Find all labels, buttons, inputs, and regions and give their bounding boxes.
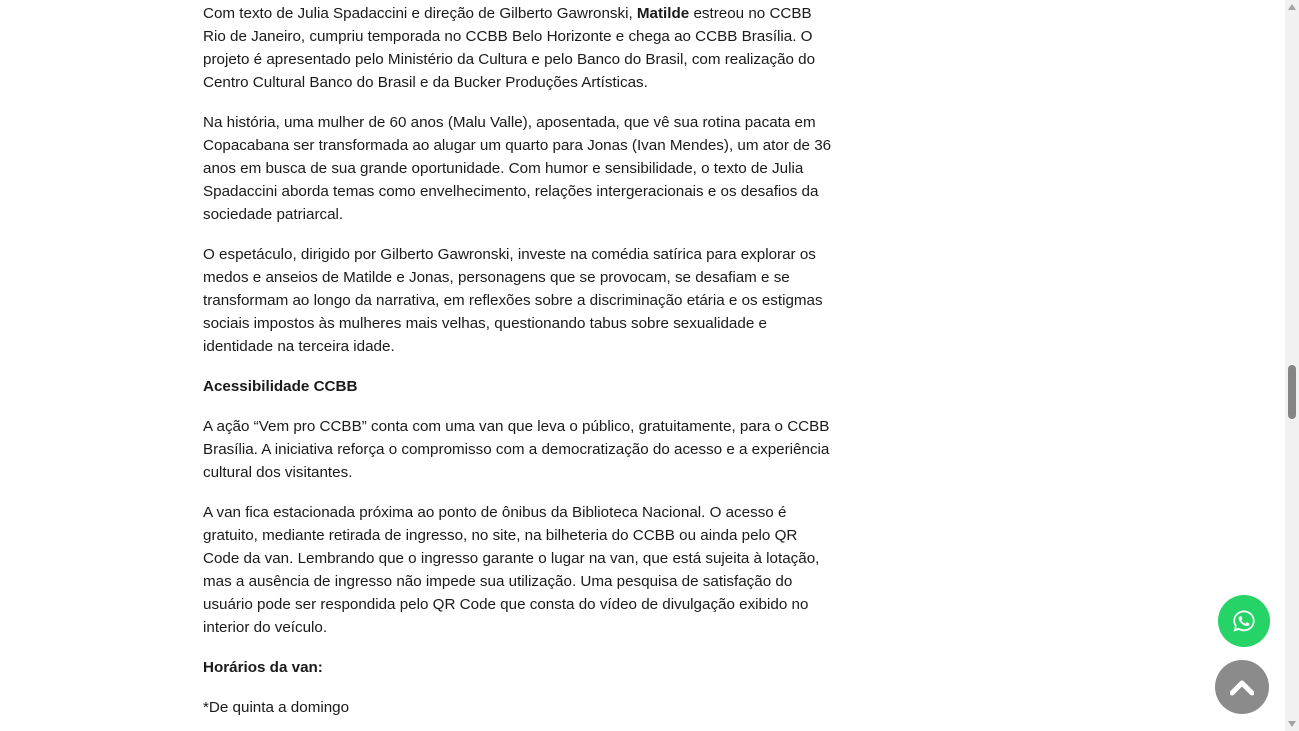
chevron-up-icon xyxy=(1230,678,1254,696)
article-body xyxy=(203,2,835,731)
article-paragraph: A van fica estacionada próxima ao ponto de ônibus da Biblioteca Nacional. O acesso é gratuito, mediante retirada de ingresso, no site, na bilheteria do CCBB ou ainda pelo QR Code da van. Lembrando que o ingresso garante o lugar na van, que está sujeita à lotação, mas a ausência de ingresso não impede sua utilização. Uma pesquisa de satisfação do usuário pode ser respondida pelo QR Code que consta do vídeo de divulgação exibido no interior do veículo. xyxy=(203,504,820,636)
article-paragraph: Na história, uma mulher de 60 anos (Malu Valle), aposentada, que vê sua rotina pacata em Copacabana ser transformada ao alugar um quarto para Jonas (Ivan Mendes), um ator de 36 anos em busca de sua grande oportunidade. Com humor e sensibilidade, o texto de Julia Spadaccini aborda temas como envelhecimento, relações intergeracionais e os desafios da sociedade patriarcal. xyxy=(203,114,832,223)
back-to-top-button[interactable] xyxy=(1215,660,1269,714)
scrollbar-thumb[interactable] xyxy=(1288,365,1296,419)
section-heading-accessibility: Acessibilidade CCBB xyxy=(203,378,358,395)
paragraph-text: estreou no CCBB Rio de Janeiro, cumpriu temporada no CCBB Belo Horizonte e chega ao CCBB Brasília. O projeto é apresentado pelo Ministério da Cultura e pelo Banco do Brasil, com realização do Centro Cultural Banco do Brasil e da Bucker Produções Artísticas. xyxy=(203,5,816,91)
scroll-down-arrow[interactable] xyxy=(1288,721,1296,727)
whatsapp-icon xyxy=(1231,608,1257,634)
article-paragraph: *De quinta a domingo xyxy=(203,699,350,716)
play-title: Matilde xyxy=(636,5,690,22)
page-scrollbar[interactable] xyxy=(1285,0,1299,731)
article-paragraph: A ação “Vem pro CCBB” conta com uma van que leva o público, gratuitamente, para o CCBB Brasília. A iniciativa reforça o compromisso com a democratização do acesso e a experiência cultural dos visitantes. xyxy=(203,418,830,481)
article-paragraph: O espetáculo, dirigido por Gilberto Gawronski, investe na comédia satírica para explorar os medos e anseios de Matilde e Jonas, personagens que se provocam, se desafiam e se transformam ao longo da narrativa, em reflexões sobre a discriminação etária e os estigmas sociais impostos às mulheres mais velhas, questionando tabus sobre sexualidade e identidade na terceira idade. xyxy=(203,246,823,355)
article-paragraph xyxy=(203,2,835,94)
paragraph-text: Com texto de Julia Spadaccini e direção de Gilberto Gawronski, xyxy=(203,5,637,22)
scroll-up-arrow[interactable] xyxy=(1288,4,1296,10)
section-heading-schedule: Horários da van: xyxy=(203,659,323,676)
whatsapp-button[interactable] xyxy=(1218,595,1270,647)
